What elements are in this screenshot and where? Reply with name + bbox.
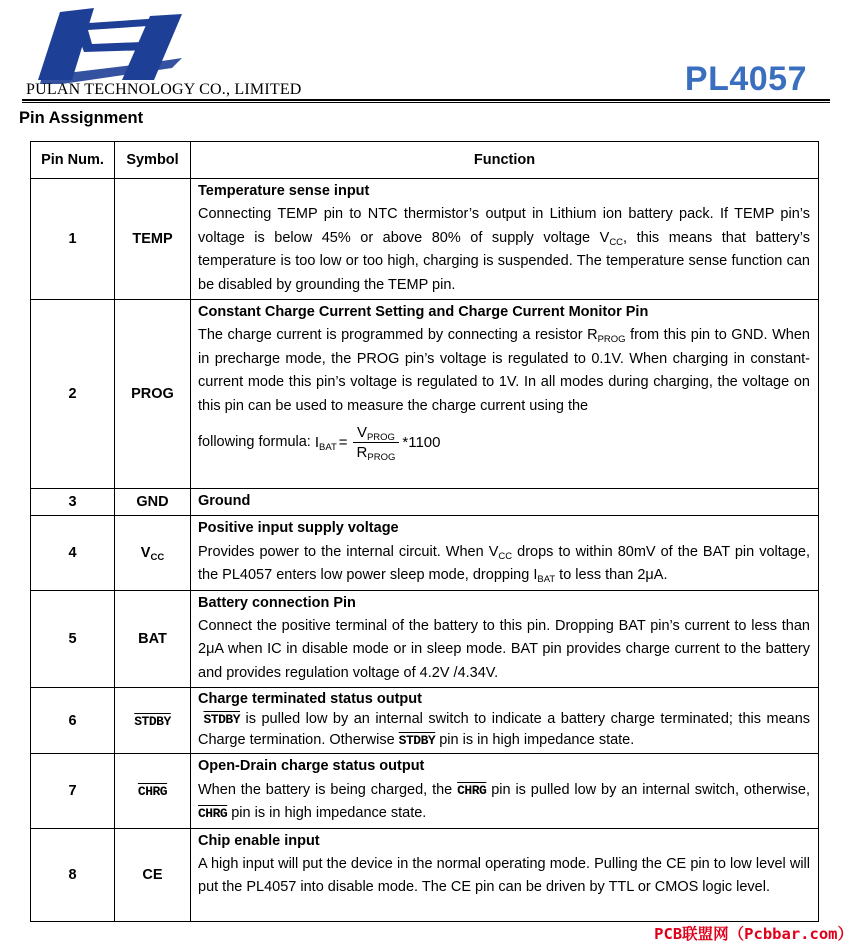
watermark: PCB联盟网（Pcbbar.com） bbox=[654, 925, 853, 943]
pin-function bbox=[191, 754, 819, 828]
function-description: Provides power to the internal circuit. When $V_{CC}$ drops to within 80mV of the BAT pin voltage, the PL4057 enters low power sleep mode, dropping $I_{BAT}$ to less than 2μA. bbox=[198, 543, 810, 586]
pin-num: 5 bbox=[31, 590, 115, 688]
pin-function bbox=[191, 489, 819, 516]
table-row-pin4 bbox=[31, 516, 819, 590]
section-title: Pin Assignment bbox=[19, 109, 144, 127]
function-description: STDBY is pulled low by an internal switch to indicate a battery charge terminated; this means Charge termination. Otherwise STDBY pin is in high impedance state. bbox=[198, 711, 811, 749]
function-title: Battery connection Pin bbox=[198, 594, 356, 611]
pin-function bbox=[191, 179, 819, 300]
table-row-pin1 bbox=[31, 179, 819, 300]
header-rule-thin bbox=[22, 102, 830, 103]
function-title: Constant Charge Current Setting and Charge Current Monitor Pin bbox=[198, 304, 649, 321]
pin-symbol: CHRG bbox=[115, 754, 191, 828]
table-row-pin7 bbox=[31, 754, 819, 828]
table-row-pin8 bbox=[31, 828, 819, 921]
pin-symbol: BAT bbox=[115, 590, 191, 688]
table-row-pin3 bbox=[31, 489, 819, 516]
pin-num: 3 bbox=[31, 489, 115, 516]
table-row-pin6 bbox=[31, 688, 819, 754]
pin-num: 4 bbox=[31, 516, 115, 590]
header-pin-num: Pin Num. bbox=[31, 142, 115, 179]
function-title: Ground bbox=[198, 493, 251, 510]
pin-symbol: PROG bbox=[115, 300, 191, 489]
pin-symbol: TEMP bbox=[115, 179, 191, 300]
pin-num: 2 bbox=[31, 300, 115, 489]
pin-function bbox=[191, 300, 819, 489]
pin-symbol: CE bbox=[115, 828, 191, 921]
pin-symbol: STDBY bbox=[115, 688, 191, 754]
function-title: Open-Drain charge status output bbox=[198, 758, 425, 775]
header-function: Function bbox=[191, 142, 819, 179]
header-rule bbox=[22, 99, 830, 101]
formula-fraction: $\frac{V_{PROG}}{R_{PROG}}$ bbox=[353, 424, 400, 463]
function-description: Connect the positive terminal of the battery to this pin. Dropping BAT pin’s current to less than 2μA when IC in disable mode or in sleep mode. BAT pin provides charge current to the battery and provides regulation voltage of 4.2V /4.34V. bbox=[198, 618, 810, 681]
pin-function bbox=[191, 828, 819, 921]
company-logo-icon bbox=[22, 6, 187, 88]
pin-function bbox=[191, 590, 819, 688]
function-title: Positive input supply voltage bbox=[198, 520, 399, 537]
function-description: When the battery is being charged, the CHRG pin is pulled low by an internal switch, otherwise, CHRG pin is in high impedance state. bbox=[198, 781, 810, 822]
function-title: Chip enable input bbox=[198, 832, 320, 849]
function-description: A high input will put the device in the normal operating mode. Pulling the CE pin to low level will put the PL4057 into disable mode. The CE pin can be driven by TTL or CMOS logic level. bbox=[198, 855, 810, 896]
pin-num: 7 bbox=[31, 754, 115, 828]
pin-function bbox=[191, 516, 819, 590]
charge-current-formula: following formula: $I_{BAT}$ = $\frac{V_{PROG}}{R_{PROG}}$ *1100 bbox=[198, 423, 441, 463]
function-description: Connecting TEMP pin to NTC thermistor’s output in Lithium ion battery pack. If TEMP pin’s voltage is below 45% or above 80% of supply voltage $V_{CC}$, this means that battery’s temperature is too low or too high, charging is suspended. The temperature sense function can be disabled by grounding the TEMP pin. bbox=[198, 206, 811, 293]
pin-symbol: GND bbox=[115, 489, 191, 516]
company-name: PULAN TECHNOLOGY CO., LIMITED bbox=[26, 81, 302, 98]
pin-function bbox=[191, 688, 819, 754]
pin-assignment-table bbox=[30, 141, 819, 922]
pin-num: 6 bbox=[31, 688, 115, 754]
pin-num: 1 bbox=[31, 179, 115, 300]
table-row-pin5 bbox=[31, 590, 819, 688]
pin-num: 8 bbox=[31, 828, 115, 921]
function-title: Charge terminated status output bbox=[198, 691, 422, 708]
part-number: PL4057 bbox=[684, 60, 807, 98]
table-row-pin2 bbox=[31, 300, 819, 489]
pin-symbol: $V_{CC}$ bbox=[115, 516, 191, 590]
formula-lead: following formula: bbox=[198, 434, 311, 451]
table-header-row bbox=[31, 142, 819, 179]
header-symbol: Symbol bbox=[115, 142, 191, 179]
function-title: Temperature sense input bbox=[198, 183, 370, 199]
function-description: The charge current is programmed by connecting a resistor $R_{PROG}$ from this pin to GND. When in precharge mode, the PROG pin’s voltage is regulated to 0.1V. When charging in constant-current mode this pin’s voltage is regulated to 1V. In all modes during charging, the voltage on this pin can be used to measure the charge current using the bbox=[198, 327, 810, 414]
